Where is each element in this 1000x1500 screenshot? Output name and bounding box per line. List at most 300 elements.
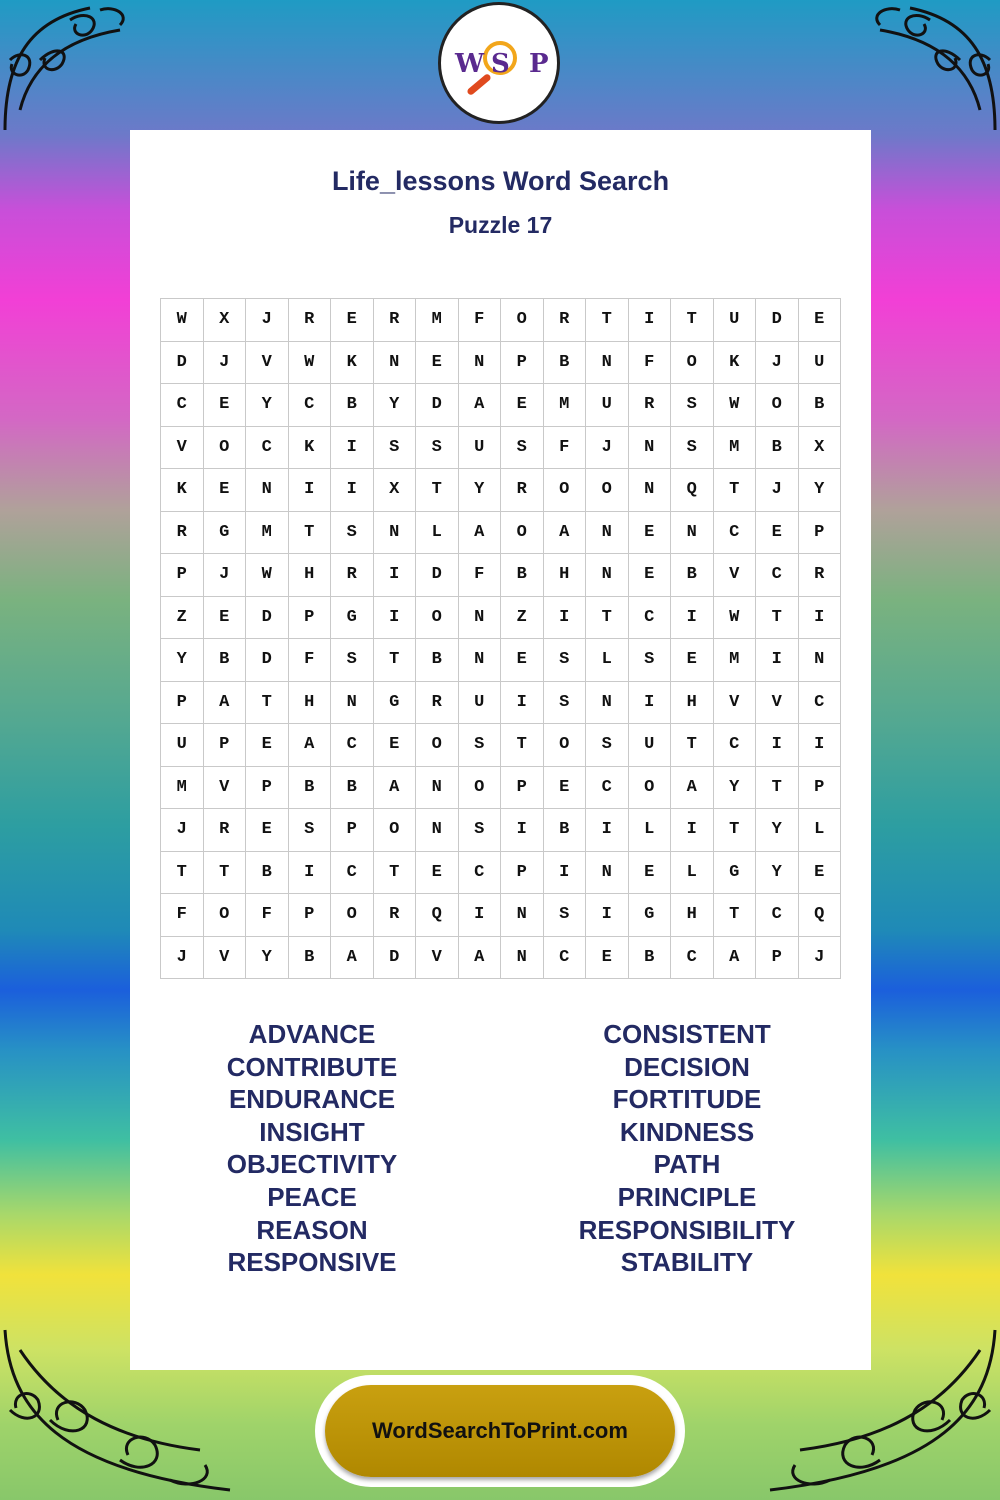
grid-cell[interactable]: O (458, 766, 501, 809)
grid-cell[interactable]: N (373, 511, 416, 554)
grid-cell[interactable]: W (713, 384, 756, 427)
grid-cell[interactable]: D (416, 554, 459, 597)
grid-cell[interactable]: P (288, 894, 331, 937)
grid-cell[interactable]: P (203, 724, 246, 767)
grid-row (161, 426, 841, 469)
grid-row (161, 554, 841, 597)
grid-cell[interactable]: B (543, 341, 586, 384)
grid-cell[interactable]: R (373, 299, 416, 342)
grid-cell[interactable]: T (501, 724, 544, 767)
grid-cell[interactable]: V (246, 341, 289, 384)
grid-cell[interactable]: F (628, 341, 671, 384)
grid-cell[interactable]: C (288, 384, 331, 427)
grid-cell[interactable]: E (671, 639, 714, 682)
grid-cell[interactable]: J (586, 426, 629, 469)
grid-cell[interactable]: Y (756, 851, 799, 894)
grid-cell[interactable]: V (713, 681, 756, 724)
grid-cell[interactable]: Y (246, 384, 289, 427)
grid-cell[interactable]: Q (416, 894, 459, 937)
grid-cell[interactable]: O (203, 426, 246, 469)
grid-row (161, 511, 841, 554)
grid-cell[interactable]: T (246, 681, 289, 724)
grid-cell[interactable]: Y (373, 384, 416, 427)
grid-cell[interactable]: E (203, 384, 246, 427)
grid-cell[interactable]: P (501, 766, 544, 809)
grid-cell[interactable]: R (288, 299, 331, 342)
grid-cell[interactable]: T (586, 596, 629, 639)
grid-cell[interactable]: T (713, 809, 756, 852)
grid-cell[interactable]: Y (246, 936, 289, 979)
grid-cell[interactable]: E (416, 341, 459, 384)
grid-cell[interactable]: S (416, 426, 459, 469)
grid-cell[interactable]: E (501, 639, 544, 682)
grid-cell[interactable]: B (246, 851, 289, 894)
grid-row (161, 894, 841, 937)
grid-cell[interactable]: S (586, 724, 629, 767)
grid-cell[interactable]: U (161, 724, 204, 767)
corner-ornament-top-left (0, 0, 140, 140)
grid-cell[interactable]: G (373, 681, 416, 724)
grid-cell[interactable]: I (798, 596, 841, 639)
word-item: CONSISTENT (603, 1019, 771, 1049)
grid-cell[interactable]: B (288, 766, 331, 809)
corner-ornament-top-right (860, 0, 1000, 140)
grid-cell[interactable]: N (586, 681, 629, 724)
grid-cell[interactable]: G (203, 511, 246, 554)
grid-cell[interactable]: Z (501, 596, 544, 639)
grid-cell[interactable]: B (203, 639, 246, 682)
grid-cell[interactable]: A (671, 766, 714, 809)
grid-cell[interactable]: D (373, 936, 416, 979)
grid-cell[interactable]: B (501, 554, 544, 597)
grid-cell[interactable]: B (331, 766, 374, 809)
grid-cell[interactable]: I (628, 681, 671, 724)
grid-cell[interactable]: U (458, 681, 501, 724)
grid-cell[interactable]: T (713, 894, 756, 937)
grid-cell[interactable]: I (756, 639, 799, 682)
grid-cell[interactable]: V (713, 554, 756, 597)
grid-cell[interactable]: T (671, 299, 714, 342)
grid-cell[interactable]: F (458, 554, 501, 597)
grid-row (161, 341, 841, 384)
grid-cell[interactable]: S (331, 639, 374, 682)
grid-cell[interactable]: T (373, 851, 416, 894)
grid-cell[interactable]: P (288, 596, 331, 639)
grid-cell[interactable]: J (246, 299, 289, 342)
grid-cell[interactable]: P (331, 809, 374, 852)
grid-cell[interactable]: T (161, 851, 204, 894)
grid-cell[interactable]: R (203, 809, 246, 852)
word-item: ENDURANCE (228, 1084, 396, 1115)
grid-cell[interactable]: S (373, 426, 416, 469)
word-item: REASON (256, 1214, 368, 1245)
grid-row (161, 851, 841, 894)
grid-cell[interactable]: N (586, 851, 629, 894)
grid-cell[interactable]: J (161, 936, 204, 979)
grid-cell[interactable]: Y (798, 469, 841, 512)
grid-cell[interactable]: E (203, 469, 246, 512)
grid-cell[interactable]: P (798, 766, 841, 809)
grid-cell[interactable]: N (628, 469, 671, 512)
grid-cell[interactable]: B (756, 426, 799, 469)
grid-cell[interactable]: S (543, 639, 586, 682)
puzzle-number: Puzzle 17 (448, 212, 553, 238)
word-item: CONTRIBUTE (226, 1051, 398, 1082)
grid-row (161, 639, 841, 682)
grid-cell[interactable]: G (331, 596, 374, 639)
grid-cell[interactable]: A (203, 681, 246, 724)
grid-cell[interactable]: O (628, 766, 671, 809)
grid-cell[interactable]: K (161, 469, 204, 512)
grid-cell[interactable]: I (798, 724, 841, 767)
grid-cell[interactable]: D (246, 639, 289, 682)
grid-cell[interactable]: U (628, 724, 671, 767)
grid-cell[interactable]: C (756, 554, 799, 597)
grid-cell[interactable]: C (586, 766, 629, 809)
grid-cell[interactable]: O (756, 384, 799, 427)
word-item: INSIGHT (259, 1116, 365, 1147)
grid-cell[interactable]: S (288, 809, 331, 852)
grid-cell[interactable]: K (713, 341, 756, 384)
grid-cell[interactable]: N (671, 511, 714, 554)
word-item: PATH (653, 1149, 721, 1180)
grid-cell[interactable]: M (416, 299, 459, 342)
grid-cell[interactable]: J (756, 469, 799, 512)
grid-cell[interactable]: P (161, 681, 204, 724)
grid-cell[interactable]: D (756, 299, 799, 342)
grid-cell[interactable]: Y (713, 766, 756, 809)
grid-cell[interactable]: E (628, 851, 671, 894)
word-item: PRINCIPLE (617, 1181, 757, 1212)
grid-cell[interactable]: W (713, 596, 756, 639)
grid-row (161, 469, 841, 512)
grid-cell[interactable]: E (798, 299, 841, 342)
grid-cell[interactable]: I (373, 554, 416, 597)
grid-cell[interactable]: G (713, 851, 756, 894)
grid-cell[interactable]: B (416, 639, 459, 682)
letter-grid (160, 298, 841, 979)
word-list-right (537, 1018, 837, 1279)
grid-cell[interactable]: B (671, 554, 714, 597)
grid-cell[interactable]: O (586, 469, 629, 512)
grid-row (161, 766, 841, 809)
grid-cell[interactable]: I (756, 724, 799, 767)
grid-cell[interactable]: C (331, 724, 374, 767)
grid-cell[interactable]: V (203, 766, 246, 809)
grid-cell[interactable]: I (458, 894, 501, 937)
grid-cell[interactable]: I (501, 681, 544, 724)
grid-cell[interactable]: S (628, 639, 671, 682)
grid-cell[interactable]: E (331, 299, 374, 342)
grid-cell[interactable]: P (161, 554, 204, 597)
grid-cell[interactable]: V (756, 681, 799, 724)
grid-cell[interactable]: O (373, 809, 416, 852)
grid-cell[interactable]: I (288, 469, 331, 512)
grid-cell[interactable]: J (203, 554, 246, 597)
grid-cell[interactable]: D (416, 384, 459, 427)
grid-cell[interactable]: N (586, 341, 629, 384)
logo-letter-p: P (529, 49, 549, 79)
grid-cell[interactable]: O (331, 894, 374, 937)
grid-cell[interactable]: J (161, 809, 204, 852)
puzzle-panel (130, 130, 871, 1370)
site-logo (438, 2, 560, 124)
grid-cell[interactable]: I (331, 469, 374, 512)
grid-cell[interactable]: C (458, 851, 501, 894)
grid-cell[interactable]: N (501, 894, 544, 937)
grid-cell[interactable]: F (161, 894, 204, 937)
grid-cell[interactable]: B (628, 936, 671, 979)
grid-cell[interactable]: P (246, 766, 289, 809)
grid-cell[interactable]: C (543, 936, 586, 979)
grid-cell[interactable]: I (628, 299, 671, 342)
grid-cell[interactable]: V (416, 936, 459, 979)
grid-cell[interactable]: T (713, 469, 756, 512)
grid-cell[interactable]: U (458, 426, 501, 469)
grid-cell[interactable]: E (203, 596, 246, 639)
grid-cell[interactable]: H (671, 894, 714, 937)
grid-cell[interactable]: Y (458, 469, 501, 512)
word-item: DECISION (624, 1051, 750, 1082)
grid-cell[interactable]: N (246, 469, 289, 512)
grid-cell[interactable]: E (373, 724, 416, 767)
grid-cell[interactable]: A (373, 766, 416, 809)
grid-cell[interactable]: E (246, 809, 289, 852)
grid-cell[interactable]: P (501, 851, 544, 894)
grid-cell[interactable]: D (246, 596, 289, 639)
grid-cell[interactable]: R (161, 511, 204, 554)
grid-cell[interactable]: J (203, 341, 246, 384)
grid-cell[interactable]: S (543, 894, 586, 937)
grid-cell[interactable]: S (671, 426, 714, 469)
grid-cell[interactable]: O (501, 299, 544, 342)
logo-letter-w: W (455, 49, 485, 79)
grid-cell[interactable]: C (628, 596, 671, 639)
grid-cell[interactable]: N (458, 596, 501, 639)
grid-cell[interactable]: E (416, 851, 459, 894)
grid-cell[interactable]: W (161, 299, 204, 342)
grid-cell[interactable]: S (331, 511, 374, 554)
grid-cell[interactable]: U (713, 299, 756, 342)
grid-cell[interactable]: E (628, 554, 671, 597)
grid-cell[interactable]: C (756, 894, 799, 937)
grid-cell[interactable]: U (798, 341, 841, 384)
grid-row (161, 299, 841, 342)
grid-cell[interactable]: T (586, 299, 629, 342)
grid-cell[interactable]: B (798, 384, 841, 427)
grid-cell[interactable]: T (288, 511, 331, 554)
grid-cell[interactable]: H (288, 554, 331, 597)
grid-cell[interactable]: R (501, 469, 544, 512)
grid-cell[interactable]: W (246, 554, 289, 597)
grid-cell[interactable]: M (713, 639, 756, 682)
grid-cell[interactable]: H (671, 681, 714, 724)
grid-cell[interactable]: G (628, 894, 671, 937)
grid-cell[interactable]: F (543, 426, 586, 469)
grid-cell[interactable]: S (671, 384, 714, 427)
grid-cell[interactable]: A (331, 936, 374, 979)
grid-cell[interactable]: K (331, 341, 374, 384)
grid-cell[interactable]: W (288, 341, 331, 384)
grid-cell[interactable]: D (161, 341, 204, 384)
grid-cell[interactable]: R (373, 894, 416, 937)
grid-row (161, 809, 841, 852)
word-item: PEACE (267, 1181, 357, 1212)
grid-cell[interactable]: N (458, 341, 501, 384)
grid-cell[interactable]: L (586, 639, 629, 682)
grid-cell[interactable]: N (798, 639, 841, 682)
grid-cell[interactable]: Z (161, 596, 204, 639)
word-item: RESPONSIVE (227, 1247, 397, 1278)
grid-cell[interactable]: N (458, 639, 501, 682)
grid-cell[interactable]: V (161, 426, 204, 469)
grid-cell[interactable]: L (628, 809, 671, 852)
grid-cell[interactable]: T (671, 724, 714, 767)
page-title: Life_lessons Word Search (331, 166, 670, 196)
grid-cell[interactable]: O (543, 724, 586, 767)
word-item: RESPONSIBILITY (578, 1214, 796, 1245)
grid-cell[interactable]: Q (798, 894, 841, 937)
grid-cell[interactable]: M (543, 384, 586, 427)
grid-cell[interactable]: F (288, 639, 331, 682)
grid-cell[interactable]: L (671, 851, 714, 894)
grid-cell[interactable]: V (203, 936, 246, 979)
grid-cell[interactable]: I (586, 809, 629, 852)
grid-cell[interactable]: L (798, 809, 841, 852)
grid-cell[interactable]: O (203, 894, 246, 937)
grid-cell[interactable]: T (203, 851, 246, 894)
grid-cell[interactable]: T (756, 766, 799, 809)
grid-cell[interactable]: S (458, 809, 501, 852)
grid-cell[interactable]: X (203, 299, 246, 342)
grid-cell[interactable]: E (246, 724, 289, 767)
grid-cell[interactable]: C (798, 681, 841, 724)
grid-cell[interactable]: C (713, 511, 756, 554)
grid-cell[interactable]: C (161, 384, 204, 427)
grid-cell[interactable]: B (543, 809, 586, 852)
grid-cell[interactable]: J (798, 936, 841, 979)
word-item: OBJECTIVITY (226, 1149, 398, 1180)
grid-cell[interactable]: R (628, 384, 671, 427)
grid-row (161, 681, 841, 724)
grid-cell[interactable]: I (671, 809, 714, 852)
grid-cell[interactable]: E (798, 851, 841, 894)
word-item: STABILITY (620, 1247, 754, 1278)
grid-cell[interactable]: A (288, 724, 331, 767)
grid-cell[interactable]: X (373, 469, 416, 512)
grid-cell[interactable]: Y (756, 809, 799, 852)
grid-cell[interactable]: Q (671, 469, 714, 512)
grid-cell[interactable]: R (543, 299, 586, 342)
grid-cell[interactable]: X (798, 426, 841, 469)
grid-cell[interactable]: A (458, 384, 501, 427)
grid-cell[interactable]: C (246, 426, 289, 469)
grid-cell[interactable]: E (586, 936, 629, 979)
grid-cell[interactable]: O (671, 341, 714, 384)
grid-cell[interactable]: I (671, 596, 714, 639)
grid-cell[interactable]: N (586, 511, 629, 554)
word-list-left (162, 1018, 462, 1279)
grid-cell[interactable]: N (373, 341, 416, 384)
grid-cell[interactable]: T (373, 639, 416, 682)
grid-cell[interactable]: N (628, 426, 671, 469)
grid-cell[interactable]: C (331, 851, 374, 894)
grid-cell[interactable]: A (458, 936, 501, 979)
grid-cell[interactable]: A (713, 936, 756, 979)
grid-cell[interactable]: P (756, 936, 799, 979)
grid-cell[interactable]: S (543, 681, 586, 724)
grid-cell[interactable]: O (416, 596, 459, 639)
grid-cell[interactable]: I (373, 596, 416, 639)
grid-cell[interactable]: T (416, 469, 459, 512)
grid-cell[interactable]: H (543, 554, 586, 597)
word-item: ADVANCE (248, 1019, 376, 1049)
grid-cell[interactable]: L (416, 511, 459, 554)
grid-cell[interactable]: C (713, 724, 756, 767)
grid-cell[interactable]: S (458, 724, 501, 767)
grid-cell[interactable]: I (543, 851, 586, 894)
grid-cell[interactable]: A (543, 511, 586, 554)
grid-cell[interactable]: E (628, 511, 671, 554)
grid-cell[interactable]: B (288, 936, 331, 979)
grid-cell[interactable]: I (543, 596, 586, 639)
grid-cell[interactable]: R (416, 681, 459, 724)
grid-cell[interactable]: E (756, 511, 799, 554)
grid-cell[interactable]: I (288, 851, 331, 894)
grid-cell[interactable]: K (288, 426, 331, 469)
word-item: KINDNESS (619, 1116, 755, 1147)
grid-cell[interactable]: M (713, 426, 756, 469)
grid-cell[interactable]: R (331, 554, 374, 597)
footer-link-outer (315, 1375, 685, 1487)
word-item: FORTITUDE (612, 1084, 762, 1115)
grid-cell[interactable]: C (671, 936, 714, 979)
site-link-button[interactable] (325, 1385, 675, 1477)
grid-cell[interactable]: U (586, 384, 629, 427)
grid-cell[interactable]: N (416, 766, 459, 809)
grid-cell[interactable]: F (458, 299, 501, 342)
grid-cell[interactable]: O (543, 469, 586, 512)
grid-cell[interactable]: P (798, 511, 841, 554)
grid-cell[interactable]: T (756, 596, 799, 639)
grid-cell[interactable]: S (501, 426, 544, 469)
grid-cell[interactable]: M (246, 511, 289, 554)
grid-cell[interactable]: R (798, 554, 841, 597)
grid-cell[interactable]: I (331, 426, 374, 469)
grid-cell[interactable]: B (331, 384, 374, 427)
grid-cell[interactable]: I (501, 809, 544, 852)
grid-cell[interactable]: E (543, 766, 586, 809)
grid-cell[interactable]: N (586, 554, 629, 597)
grid-cell[interactable]: O (501, 511, 544, 554)
grid-cell[interactable]: P (501, 341, 544, 384)
grid-cell[interactable]: N (501, 936, 544, 979)
grid-cell[interactable]: O (416, 724, 459, 767)
grid-cell[interactable]: J (756, 341, 799, 384)
grid-row (161, 724, 841, 767)
grid-cell[interactable]: M (161, 766, 204, 809)
grid-cell[interactable]: E (501, 384, 544, 427)
logo-letter-s: S (491, 49, 510, 79)
grid-cell[interactable]: F (246, 894, 289, 937)
site-link-text: WordSearchToPrint.com (372, 1418, 628, 1443)
grid-cell[interactable]: Y (161, 639, 204, 682)
grid-cell[interactable]: I (586, 894, 629, 937)
grid-cell[interactable]: N (331, 681, 374, 724)
grid-cell[interactable]: A (458, 511, 501, 554)
grid-cell[interactable]: H (288, 681, 331, 724)
grid-cell[interactable]: N (416, 809, 459, 852)
